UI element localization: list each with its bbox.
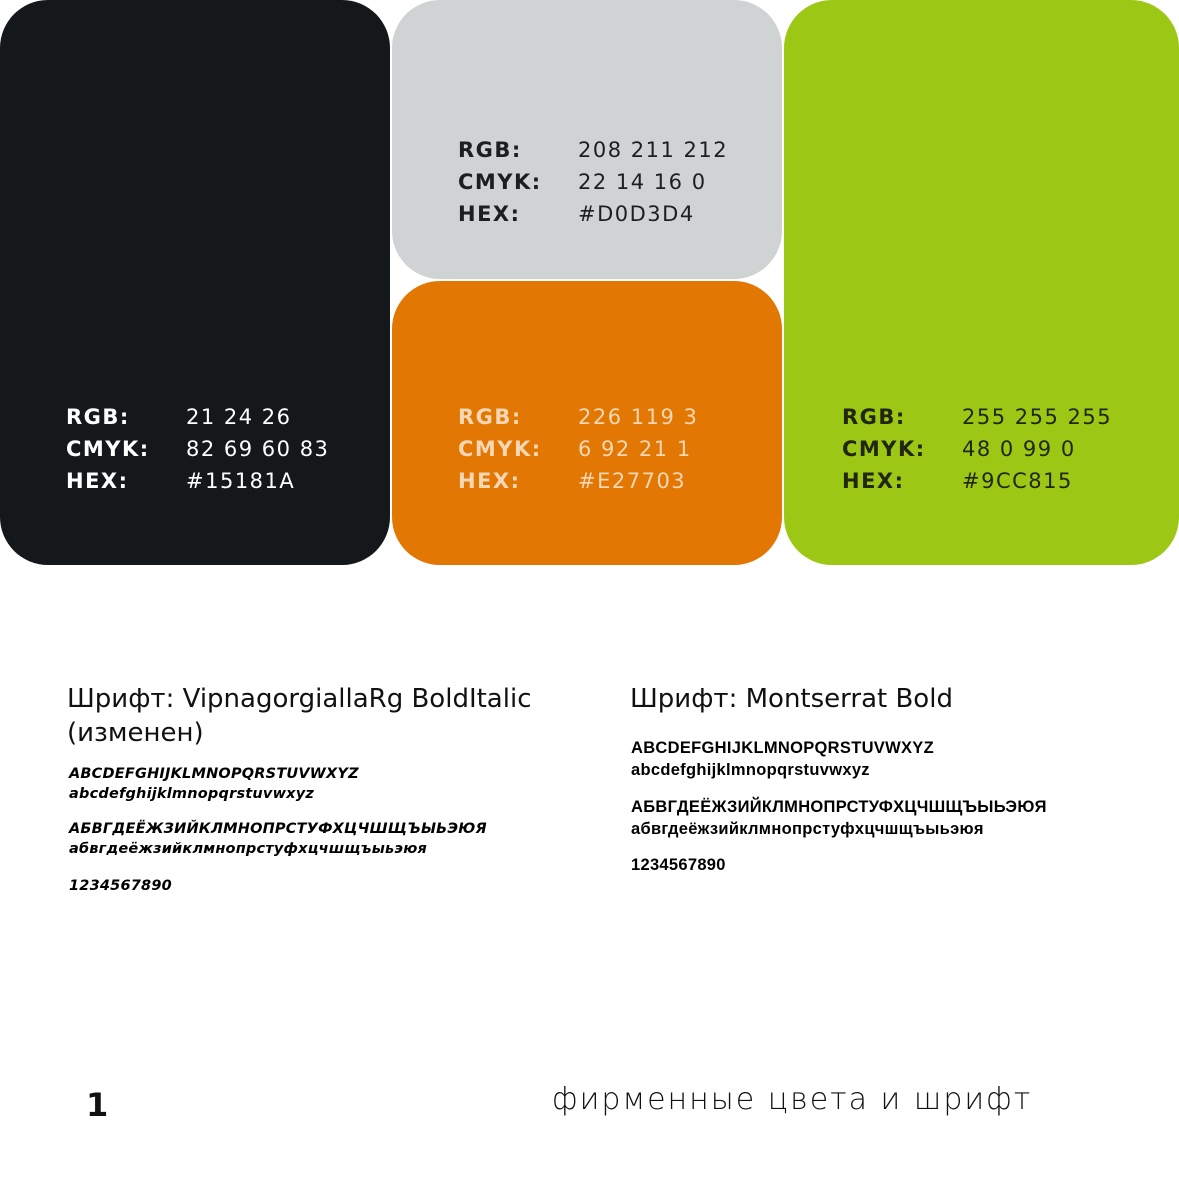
hex-label: HEX: xyxy=(66,469,129,493)
rgb-label: RGB: xyxy=(458,138,522,162)
hex-label: HEX: xyxy=(458,202,521,226)
hex-value: #D0D3D4 xyxy=(578,202,695,226)
cmyk-value: 6 92 21 1 xyxy=(578,437,692,461)
font1-latin-upper: ABCDEFGHIJKLMNOPQRSTUVWXYZ xyxy=(69,766,359,782)
rgb-label: RGB: xyxy=(66,405,130,429)
font2-latin-upper: ABCDEFGHIJKLMNOPQRSTUVWXYZ xyxy=(631,739,934,757)
rgb-value: 255 255 255 xyxy=(962,405,1113,429)
color-specs-green xyxy=(842,401,1112,497)
font-title-montserrat: Шрифт: Montserrat Bold xyxy=(630,684,953,714)
cmyk-label: CMYK: xyxy=(458,437,542,461)
cmyk-label: CMYK: xyxy=(842,437,926,461)
color-swatch-orange xyxy=(392,281,782,565)
page-title: фирменные цвета и шрифт xyxy=(552,1082,1033,1117)
rgb-value: 21 24 26 xyxy=(186,405,292,429)
cmyk-value: 48 0 99 0 xyxy=(962,437,1076,461)
color-swatch-dark xyxy=(0,0,390,565)
color-swatch-green xyxy=(784,0,1179,565)
font2-digits: 1234567890 xyxy=(631,856,726,874)
hex-value: #15181A xyxy=(186,469,296,493)
hex-label: HEX: xyxy=(842,469,905,493)
cmyk-label: CMYK: xyxy=(458,170,542,194)
cmyk-label: CMYK: xyxy=(66,437,150,461)
font-title-vipnagorgialla: Шрифт: VipnagorgiallaRg BoldItalic (изменен) xyxy=(67,684,532,748)
font2-cyrillic-lower: абвгдеёжзийклмнопрстуфхцчшщъыьэюя xyxy=(631,820,984,838)
color-specs-dark xyxy=(66,401,329,497)
cmyk-value: 22 14 16 0 xyxy=(578,170,707,194)
font1-cyrillic-upper: АБВГДЕЁЖЗИЙКЛМНОПРСТУФХЦЧШЩЪЫЬЭЮЯ xyxy=(69,821,487,837)
hex-label: HEX: xyxy=(458,469,521,493)
rgb-label: RGB: xyxy=(458,405,522,429)
font2-latin-lower: abcdefghijklmnopqrstuvwxyz xyxy=(631,761,870,779)
color-swatch-gray xyxy=(392,0,782,279)
hex-value: #E27703 xyxy=(578,469,687,493)
cmyk-value: 82 69 60 83 xyxy=(186,437,330,461)
font2-cyrillic-upper: АБВГДЕЁЖЗИЙКЛМНОПРСТУФХЦЧШЩЪЫЬЭЮЯ xyxy=(631,798,1047,816)
font1-cyrillic-lower: абвгдеёжзийклмнопрстуфхцчшщъыьэюя xyxy=(69,841,428,857)
color-specs-orange xyxy=(458,401,698,497)
rgb-value: 208 211 212 xyxy=(578,138,729,162)
rgb-label: RGB: xyxy=(842,405,906,429)
font1-latin-lower: abcdefghijklmnopqrstuvwxyz xyxy=(69,786,315,802)
rgb-value: 226 119 3 xyxy=(578,405,699,429)
color-specs-gray xyxy=(458,134,728,230)
font1-digits: 1234567890 xyxy=(69,878,172,894)
hex-value: #9CC815 xyxy=(962,469,1073,493)
page-number: 1 xyxy=(86,1086,109,1124)
